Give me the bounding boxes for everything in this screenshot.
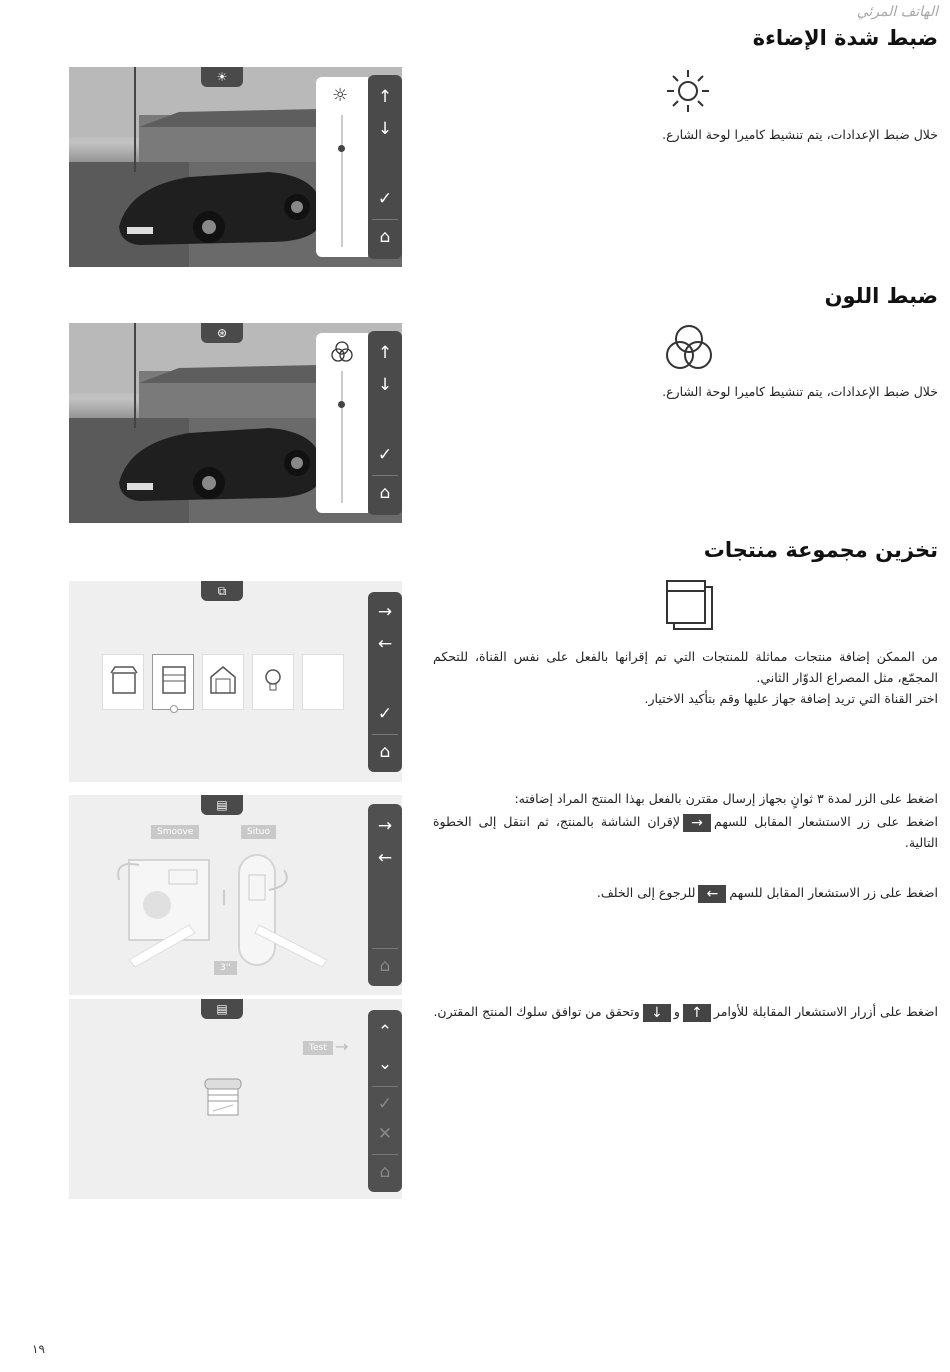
arrow-right-button[interactable]: → [377, 816, 393, 836]
arrow-left-button[interactable]: ← [377, 634, 393, 654]
divider [372, 475, 398, 476]
channel-awning[interactable] [102, 654, 144, 710]
home-button[interactable]: ⌂ [379, 742, 391, 762]
arrow-down-button[interactable]: ↓ [377, 119, 393, 139]
home-button[interactable]: ⌂ [379, 483, 391, 503]
sun-large-icon [664, 68, 712, 114]
color-slider[interactable] [316, 333, 368, 513]
home-button[interactable]: ⌂ [379, 227, 391, 247]
slider-track [341, 115, 343, 247]
header-title: الهاتف المرئي [856, 4, 938, 20]
arrow-left-button[interactable]: ← [377, 848, 393, 868]
color-title: ضبط اللون [824, 284, 938, 308]
group-large-icon [664, 577, 716, 633]
nav-bar [368, 1010, 402, 1192]
para5-end: للرجوع إلى الخلف. [596, 885, 696, 900]
para5-start: اضغط على زر الاستشعار المقابل للسهم [729, 885, 938, 900]
channel-garage[interactable] [202, 654, 244, 710]
roller-shutter-icon [153, 655, 193, 709]
chevron-down-button[interactable]: ⌄ [377, 1054, 393, 1074]
test-chip: Test [303, 1041, 333, 1055]
arrow-right-button[interactable]: → [377, 602, 393, 622]
color-tab-circles-icon: ⊛ [201, 323, 243, 343]
group-para5 [433, 882, 938, 903]
garage-icon [203, 655, 243, 709]
cross-button-disabled: ✕ [377, 1124, 393, 1144]
channel-roller-shutter-selected[interactable] [152, 654, 194, 710]
divider [372, 948, 398, 949]
group-title: تخزين مجموعة منتجات [703, 538, 938, 562]
brightness-title: ضبط شدة الإضاءة [752, 26, 938, 50]
slider-knob[interactable] [338, 145, 345, 152]
situo-chip: Situo [241, 825, 276, 839]
test-text-block [433, 1001, 938, 1022]
para4-end: لإقران الشاشة بالمنتج، ثم انتقل إلى الخطوة التالية. [433, 814, 938, 850]
control-panel [316, 75, 402, 259]
para4-start: اضغط على زر الاستشعار المقابل للسهم [714, 814, 938, 829]
test-arrow-icon: → [335, 1037, 349, 1056]
color-screenshot [69, 323, 402, 523]
brightness-tab-sun-icon: ☀ [201, 67, 243, 87]
sun-icon: ☼ [332, 85, 349, 106]
check-button[interactable]: ✓ [377, 445, 393, 465]
check-button[interactable]: ✓ [377, 704, 393, 724]
awning-icon [103, 655, 143, 709]
group-para4 [433, 811, 938, 853]
page-number: ١٩ [32, 1342, 45, 1356]
remote-illustration [109, 845, 359, 975]
pairing-screen [69, 795, 402, 995]
nav-bar [368, 592, 402, 772]
channel-empty[interactable] [302, 654, 344, 710]
nav-bar [368, 804, 402, 986]
control-panel [316, 331, 402, 515]
three-seconds-chip: 3'' [214, 961, 237, 975]
divider [372, 219, 398, 220]
arrow-up-icon: ↑ [683, 1004, 711, 1022]
brightness-screenshot [69, 67, 402, 267]
para6-and: و [673, 1004, 680, 1019]
arrow-down-icon: ↓ [643, 1004, 671, 1022]
nav-bar [368, 331, 402, 515]
channel-select-screen [69, 581, 402, 782]
roller-shutter-tab-icon: ▤ [201, 795, 243, 815]
arrow-down-button[interactable]: ↓ [377, 375, 393, 395]
arrow-up-button[interactable]: ↑ [377, 343, 393, 363]
test-screen [69, 999, 402, 1199]
channel-light[interactable] [252, 654, 294, 710]
arrow-right-icon: → [683, 814, 711, 832]
color-circles-icon [330, 341, 354, 363]
pairing-text-block [433, 788, 938, 903]
chevron-up-button[interactable]: ⌃ [377, 1022, 393, 1042]
roller-shutter-tab-icon: ▤ [201, 999, 243, 1019]
slider-track [341, 371, 343, 503]
brightness-text: خلال ضبط الإعدادات، يتم تنشيط كاميرا لوحة الشارع. [662, 127, 938, 142]
arrow-up-button[interactable]: ↑ [377, 87, 393, 107]
divider [372, 1086, 398, 1087]
arrow-left-icon: ← [698, 885, 726, 903]
group-para1: من الممكن إضافة منتجات مماثلة للمنتجات التي تم إقرانها بالفعل على نفس القناة، للتحكم المجمّع، مثل المصراع الدوّار الثاني. [433, 649, 938, 685]
group-para6 [433, 1001, 938, 1022]
para6-end: وتحقق من توافق سلوك المنتج المقترن. [433, 1004, 640, 1019]
home-button-disabled: ⌂ [379, 956, 391, 976]
group-text-block [433, 646, 938, 709]
color-large-icon [664, 324, 714, 372]
smoove-chip: Smoove [151, 825, 199, 839]
check-button[interactable]: ✓ [377, 189, 393, 209]
group-para2: اختر القناة التي تريد إضافة جهاز عليها وقم بتأكيد الاختيار. [644, 691, 938, 706]
home-button-disabled: ⌂ [379, 1162, 391, 1182]
divider [372, 734, 398, 735]
nav-bar [368, 75, 402, 259]
roller-shutter-icon [203, 1077, 243, 1119]
color-text: خلال ضبط الإعدادات، يتم تنشيط كاميرا لوحة الشارع. [662, 384, 938, 399]
check-button-disabled: ✓ [377, 1094, 393, 1114]
para6-start: اضغط على أزرار الاستشعار المقابلة للأوامر [713, 1004, 938, 1019]
brightness-slider[interactable] [316, 77, 368, 257]
slider-knob[interactable] [338, 401, 345, 408]
divider [372, 1154, 398, 1155]
group-tab-icon: ⧉ [201, 581, 243, 601]
light-bulb-icon [253, 655, 293, 709]
group-para3: اضغط على الزر لمدة ٣ ثوانٍ بجهاز إرسال مقترن بالفعل بهذا المنتج المراد إضافته: [514, 791, 938, 806]
selection-dot [170, 705, 178, 713]
